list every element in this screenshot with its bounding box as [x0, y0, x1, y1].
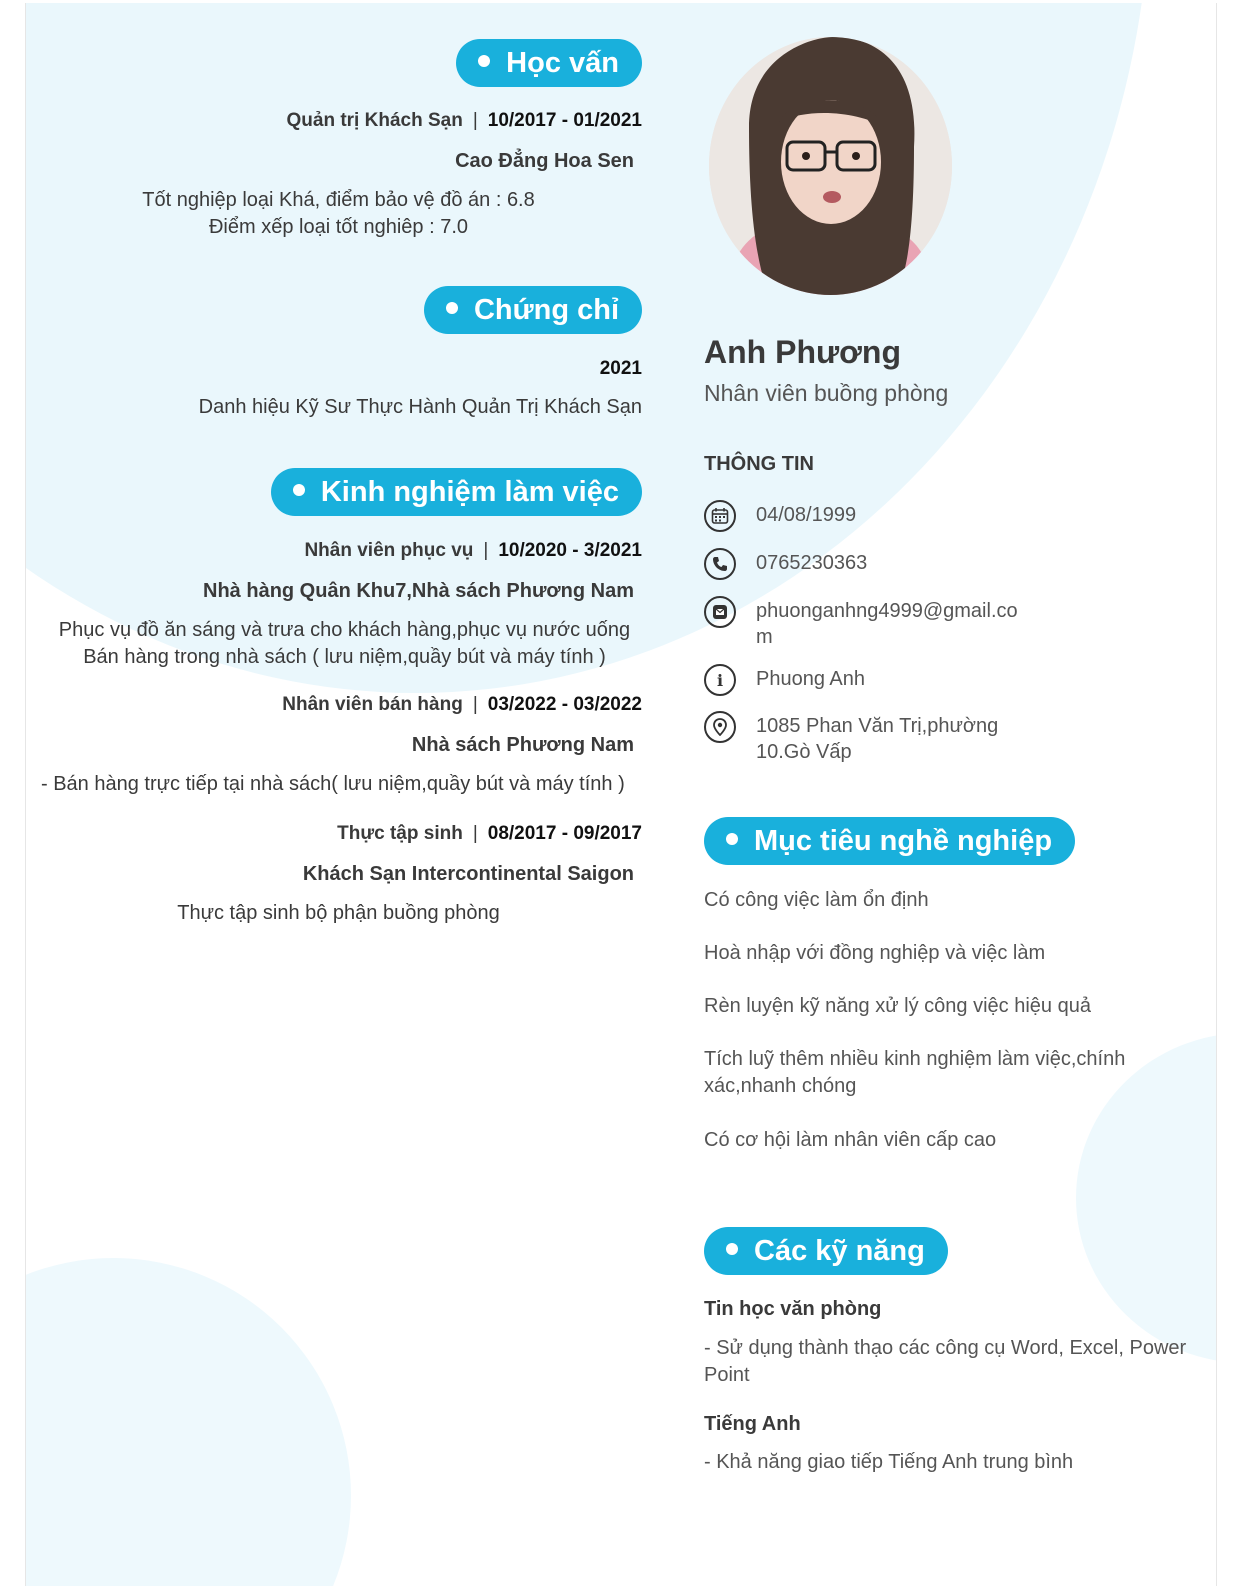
separator: |	[483, 540, 489, 561]
experience-3-role: Thực tập sinh	[337, 823, 463, 844]
education-desc-line2: Điểm xếp loại tốt nghiêp : 7.0	[208, 216, 469, 238]
info-email-line2: m	[756, 626, 773, 648]
experience-1-role: Nhân viên phục vụ	[304, 540, 474, 561]
info-email	[756, 598, 1046, 650]
bullet-icon	[293, 484, 305, 496]
info-address	[756, 713, 1046, 765]
section-header-education: Học vấn	[456, 39, 642, 87]
bullet-icon	[726, 833, 738, 845]
avatar	[709, 37, 952, 295]
objective-item-2: Hoà nhập với đồng nghiệp và việc làm	[704, 942, 1046, 964]
skill-1-desc-line1: - Sử dụng thành thạo các công cụ Word, Excel, Power	[704, 1337, 1187, 1359]
info-row-email	[704, 596, 1064, 652]
bullet-icon	[478, 55, 490, 67]
experience-3-company: Khách Sạn Intercontinental Saigon	[302, 863, 634, 885]
info-email-line1: phuonganhng4999@gmail.co	[756, 600, 1018, 622]
section-header-objective: Mục tiêu nghề nghiệp	[704, 817, 1075, 865]
objective-item-4-line1: Tích luỹ thêm nhiều kinh nghiệm làm việc,chính	[704, 1048, 1126, 1070]
avatar-photo	[709, 37, 952, 295]
calendar-icon	[704, 500, 736, 532]
experience-3-period: 08/2017 - 09/2017	[487, 823, 642, 844]
bullet-icon	[446, 302, 458, 314]
info-address-line2: 10.Gò Vấp	[756, 741, 852, 763]
education-title-row	[42, 110, 642, 132]
experience-2-company: Nhà sách Phương Nam	[411, 734, 634, 756]
experience-2-desc-line1: - Bán hàng trực tiếp tại nhà sách( lưu niệm,quầy bút và máy tính )	[41, 773, 625, 795]
separator: |	[472, 823, 478, 844]
info-phone: 0765230363	[756, 552, 868, 574]
location-pin-icon	[704, 711, 736, 743]
info-row-phone	[704, 548, 1064, 582]
skill-1-name: Tin học văn phòng	[704, 1298, 882, 1320]
experience-2-title-row	[42, 694, 642, 716]
education-major: Quản trị Khách Sạn	[286, 110, 463, 131]
info-birthday: 04/08/1999	[756, 504, 857, 526]
profile-position: Nhân viên buồng phòng	[704, 380, 949, 406]
education-desc-line1: Tốt nghiệp loại Khá, điểm bảo vệ đồ án : 6.8	[142, 189, 535, 211]
education-school: Cao Đẳng Hoa Sen	[455, 150, 634, 172]
info-row-birthday	[704, 500, 1064, 534]
section-header-experience: Kinh nghiệm làm việc	[271, 468, 642, 516]
experience-2-period: 03/2022 - 03/2022	[487, 694, 642, 715]
phone-icon	[704, 548, 736, 580]
skill-2-desc-line1: - Khả năng giao tiếp Tiếng Anh trung bình	[704, 1451, 1074, 1473]
separator: |	[472, 694, 478, 715]
info-row-facebook	[704, 664, 1064, 698]
experience-1-company: Nhà hàng Quân Khu7,Nhà sách Phương Nam	[203, 580, 634, 602]
section-header-certificates: Chứng chỉ	[424, 286, 642, 334]
info-facebook: Phuong Anh	[756, 668, 865, 690]
certificate-year: 2021	[599, 358, 642, 379]
background-shape-right	[1076, 1033, 1217, 1363]
info-heading: THÔNG TIN	[704, 453, 814, 475]
objective-item-1: Có công việc làm ổn định	[704, 889, 929, 911]
skill-2-name: Tiếng Anh	[704, 1413, 801, 1435]
objective-item-3: Rèn luyện kỹ năng xử lý công việc hiệu quả	[704, 995, 1091, 1017]
background-shape-bottom-left	[25, 1258, 351, 1586]
separator: |	[472, 110, 478, 131]
info-row-address	[704, 711, 1064, 767]
info-address-line1: 1085 Phan Văn Trị,phường	[756, 715, 999, 737]
bullet-icon	[726, 1243, 738, 1255]
profile-name: Anh Phương	[704, 334, 901, 370]
experience-3-desc-line1: Thực tập sinh bộ phận buồng phòng	[177, 902, 500, 924]
skill-1-desc-line2: Point	[704, 1364, 750, 1386]
objective-item-4-line2: xác,nhanh chóng	[704, 1075, 857, 1097]
experience-3-title-row	[42, 823, 642, 845]
experience-2-role: Nhân viên bán hàng	[282, 694, 463, 715]
cv-page	[25, 3, 1217, 1586]
experience-1-desc-line1: Phục vụ đồ ăn sáng và trưa cho khách hàng,phục vụ nước uống	[58, 619, 631, 641]
certificate-title: Danh hiệu Kỹ Sư Thực Hành Quản Trị Khách Sạn	[198, 396, 642, 418]
email-icon	[704, 596, 736, 628]
objective-item-5: Có cơ hội làm nhân viên cấp cao	[704, 1129, 997, 1151]
education-period: 10/2017 - 01/2021	[487, 110, 642, 131]
info-icon: i	[704, 664, 736, 696]
section-header-skills: Các kỹ năng	[704, 1227, 948, 1275]
experience-1-title-row	[42, 540, 642, 562]
experience-1-desc-line2: Bán hàng trong nhà sách ( lưu niệm,quầy bút và máy tính )	[83, 646, 606, 668]
experience-1-period: 10/2020 - 3/2021	[498, 540, 642, 561]
